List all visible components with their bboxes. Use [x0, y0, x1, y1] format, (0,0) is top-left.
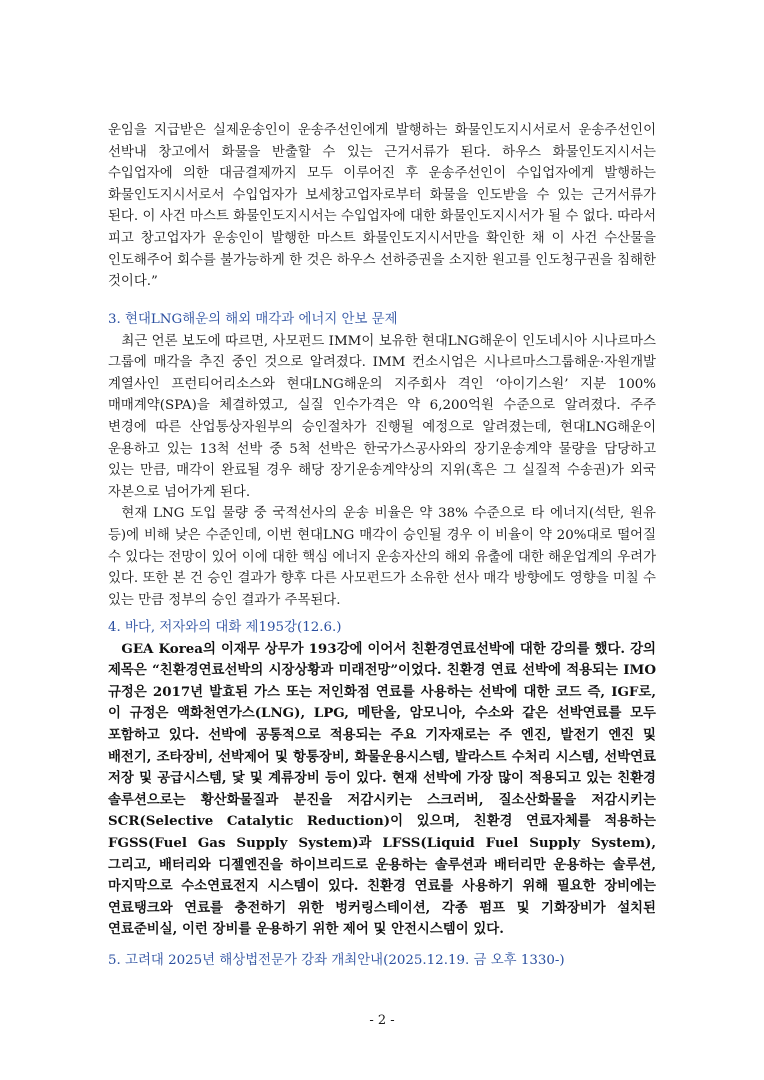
quote-paragraph: 운임을 지급받은 실제운송인이 운송주선인에게 발행하는 화물인도지시서로서 운송주선인이 선박내 창고에서 화물을 반출할 수 있는 근거서류가 된다. 하우스 화물인도지시서는 수입업자에 의한 대금결제까지 모두 이루어진 후 운송주선인이 수입업자에게 발행하는 화물인도지시서로서 수입업자가 보세창고업자로부터 화물을 인도받을 수 있는 근거서류가 된다. 이 사건 마스트 화물인도지시서는 수입업자에 대한 화물인도지시서가 될 수 없다. 따라서 피고 창고업자가 운송인이 발행한 마스트 화물인도지시서만을 확인한 채 이 사건 수산물을 인도해주어 회수를 불가능하게 한 것은 하우스 선하증권을 소지한 원고를 인도청구권을 침해한 것이다.”	[108, 123, 656, 290]
section-4	[108, 617, 656, 941]
section-3-heading: 3. 현대LNG해운의 해외 매각과 에너지 안보 문제	[108, 312, 398, 327]
section-3-paragraph-1: 최근 언론 보도에 따르면, 사모펀드 IMM이 보유한 현대LNG해운이 인도네시아 시나르마스 그룹에 매각을 추진 중인 것으로 알려졌다. IMM 컨소시엄은 시나르마스그룹해운·자원개발 계열사인 프런티어리소스와 현대LNG해운의 지주회사 격인 ‘아이기스원’ 지분 100% 매매계약(SPA)을 체결하였고, 실질 인수가격은 약 6,200억원 수준으로 알려졌다. 주주 변경에 따른 산업통상자원부의 승인절차가 진행될 예정으로 알려졌는데, 현대LNG해운이 운용하고 있는 13척 선박 중 5척 선박은 한국가스공사와의 장기운송계약 물량을 담당하고 있는 만큼, 매각이 완료될 경우 해당 장기운송계약상의 지위(혹은 그 실질적 수송권)가 외국 자본으로 넘어가게 된다.	[108, 333, 656, 500]
section-3	[108, 309, 656, 611]
section-5	[108, 950, 656, 972]
page-number: - 2 -	[369, 1013, 395, 1028]
section-4-body: GEA Korea의 이재무 상무가 193강에 이어서 친환경연료선박에 대한 강의를 했다. 강의 제목은 “친환경연료선박의 시장상황과 미래전망”이었다. 친환경 연료 선박에 적용되는 IMO 규정은 2017년 발효된 가스 또는 저인화점 연료를 사용하는 선박에 대한 코드 즉, IGF로, 이 규정은 액화천연가스(LNG), LPG, 메탄올, 암모니아, 수소와 같은 선박연료를 모두 포함하고 있다. 선박에 공통적으로 적용되는 주요 기자재로는 주 엔진, 발전기 엔진 및 배전기, 조타장비, 선박제어 및 항통장비, 화물운용시스템, 발라스트 수처리 시스템, 선박연료 저장 및 공급시스템, 닻 및 계류장비 등이 있다. 현재 선박에 가장 많이 적용되고 있는 친환경 솔루션으로는 황산화물질과 분진을 저감시키는 스크러버, 질소산화물을 저감시키는 SCR(Selective Catalytic Reduction)이 있으며, 친환경 연료자체를 적용하는 FGSS(Fuel Gas Supply System)과 LFSS(Liquid Fuel Supply System), 그리고, 배터리와 디젤엔진을 하이브리드로 운용하는 솔루션과 배터리만 운용하는 솔루션, 마지막으로 수소연료전지 시스템이 있다. 친환경 연료를 사용하기 위해 필요한 장비에는 연료탱크와 연료를 충전하기 위한 벙커링스테이션, 각종 펌프 및 기화장비가 설치된 연료준비실, 이런 장비를 운용하기 위한 제어 및 안전시스템이 있다.	[108, 640, 656, 938]
section-4-heading: 4. 바다, 저자와의 대화 제195강(12.6.)	[108, 620, 342, 635]
section-3-paragraph-2: 현재 LNG 도입 물량 중 국적선사의 운송 비율은 약 38% 수준으로 타 에너지(석탄, 원유 등)에 비해 낮은 수준인데, 이번 현대LNG 매각이 승인될 경우 이 비율이 약 20%대로 떨어질 수 있다는 전망이 있어 이에 대한 핵심 에너지 운송자산의 해외 유출에 대한 해운업계의 우려가 있다. 또한 본 건 승인 결과가 향후 다른 사모펀드가 소유한 선사 매각 방향에도 영향을 미칠 수 있는 만큼 정부의 승인 결과가 주목된다.	[108, 506, 656, 608]
section-5-heading: 5. 고려대 2025년 해상법전문가 강좌 개최안내(2025.12.19. 금 오후 1330-)	[108, 953, 565, 968]
